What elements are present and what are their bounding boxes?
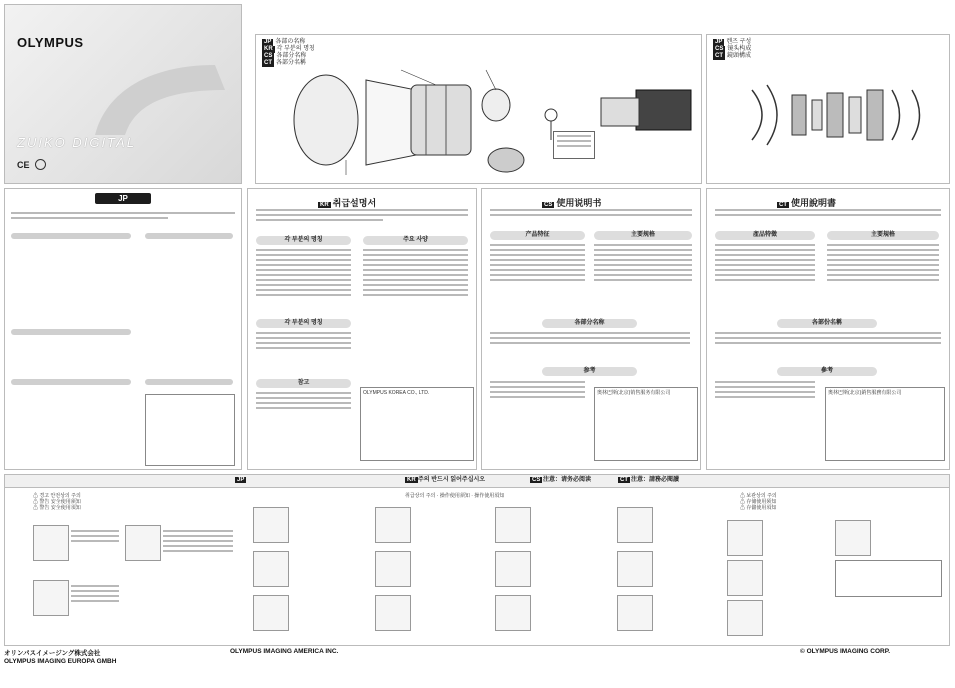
parts-titles: JP 各部の名称 KR 각 부분의 명칭 CS 各部分名称 CT 各部分名稱 bbox=[264, 39, 315, 66]
cover-panel bbox=[4, 4, 242, 184]
handling-illustration bbox=[375, 507, 411, 543]
kr-contact-box: OLYMPUS KOREA CO., LTD. bbox=[360, 387, 474, 461]
kr-section bbox=[247, 188, 477, 470]
jp-tag: JP bbox=[95, 193, 151, 204]
cs-section bbox=[481, 188, 701, 470]
cs-subheading: 参考 bbox=[542, 367, 637, 376]
storage-illustration bbox=[727, 600, 763, 636]
jp-heading-bar bbox=[11, 379, 131, 385]
jp-heading-bar bbox=[11, 233, 131, 239]
handling-illustration bbox=[253, 551, 289, 587]
handling-illustration bbox=[495, 507, 531, 543]
warning-titles-left: ⚠ 경고 안전상의 주의 ⚠ 警告 安全使用须知 ⚠ 警告 安全使用須知 bbox=[33, 493, 81, 511]
kr-subheading: 참고 bbox=[256, 379, 351, 388]
ct-subheading: 產品特徵 bbox=[715, 231, 815, 240]
storage-illustration bbox=[727, 520, 763, 556]
jp-section bbox=[4, 188, 242, 470]
storage-contact-box bbox=[835, 560, 942, 597]
storage-illustration bbox=[727, 560, 763, 596]
kr-header: KR 취급설명서 bbox=[320, 198, 377, 208]
warning-illustration bbox=[125, 525, 161, 561]
brand-logo: OLYMPUS bbox=[17, 35, 84, 50]
ct-section bbox=[706, 188, 950, 470]
storage-illustration bbox=[835, 520, 871, 556]
caution-panel bbox=[4, 474, 950, 646]
footer-copyright: © OLYMPUS IMAGING CORP. bbox=[800, 648, 891, 655]
parts-diagram-panel bbox=[255, 34, 702, 184]
handling-titles: 취급상의 주의 · 操作使用须知 · 操作使用須知 bbox=[405, 493, 505, 499]
footer-company-jp: オリンパスイメージング株式会社 bbox=[4, 650, 101, 657]
cs-header: CS 使用说明书 bbox=[544, 198, 602, 208]
handling-illustration bbox=[375, 551, 411, 587]
footer-company-america: OLYMPUS IMAGING AMERICA INC. bbox=[230, 648, 339, 655]
cs-subheading: 主要规格 bbox=[594, 231, 692, 240]
kr-subheading: 각 부분의 명칭 bbox=[256, 236, 351, 245]
footer-company-europe: OLYMPUS IMAGING EUROPA GMBH bbox=[4, 658, 117, 665]
storage-titles: ⚠ 보관상의 주의 ⚠ 存储使用须知 ⚠ 存儲使用須知 bbox=[740, 493, 777, 511]
ct-subheading: 參考 bbox=[777, 367, 877, 376]
product-name: ZUIKO DIGITAL bbox=[17, 135, 136, 150]
cs-subheading: 产品特征 bbox=[490, 231, 585, 240]
caution-header: JP KR 주의 반드시 읽어주십시오 CS 注意：请务必阅读 CT 注意：請務必閱讀 bbox=[5, 475, 949, 488]
recycle-icon bbox=[35, 159, 46, 170]
ct-subheading: 各部份名稱 bbox=[777, 319, 877, 328]
handling-illustration bbox=[495, 595, 531, 631]
handling-illustration bbox=[617, 595, 653, 631]
lens-construction-panel bbox=[706, 34, 950, 184]
lens-parts-illustration bbox=[286, 50, 696, 180]
handling-illustration bbox=[495, 551, 531, 587]
handling-illustration bbox=[253, 595, 289, 631]
construction-titles: JP 렌즈 구성 CS 镜头构成 CT 鏡頭構成 bbox=[715, 39, 752, 59]
jp-contact-box bbox=[145, 394, 235, 466]
focus-distance-box bbox=[553, 131, 595, 159]
handling-illustration bbox=[617, 507, 653, 543]
ct-contact-box: 奧林巴斯(北京)銷售服務有限公司 bbox=[825, 387, 945, 461]
kr-subheading: 각 부분의 명칭 bbox=[256, 319, 351, 328]
lens-elements-diagram bbox=[747, 75, 937, 155]
warning-illustration bbox=[33, 525, 69, 561]
jp-heading-bar bbox=[145, 379, 233, 385]
cs-contact-box: 奥林巴斯(北京)销售服务有限公司 bbox=[594, 387, 698, 461]
handling-illustration bbox=[617, 551, 653, 587]
warning-illustration bbox=[33, 580, 69, 616]
handling-illustration bbox=[253, 507, 289, 543]
ct-header: CT 使用說明書 bbox=[779, 198, 837, 208]
ce-mark: CE bbox=[17, 160, 30, 170]
ct-subheading: 主要規格 bbox=[827, 231, 939, 240]
handling-illustration bbox=[375, 595, 411, 631]
cs-subheading: 各部分名称 bbox=[542, 319, 637, 328]
jp-heading-bar bbox=[145, 233, 233, 239]
kr-subheading: 주요 사양 bbox=[363, 236, 468, 245]
jp-heading-bar bbox=[11, 329, 131, 335]
